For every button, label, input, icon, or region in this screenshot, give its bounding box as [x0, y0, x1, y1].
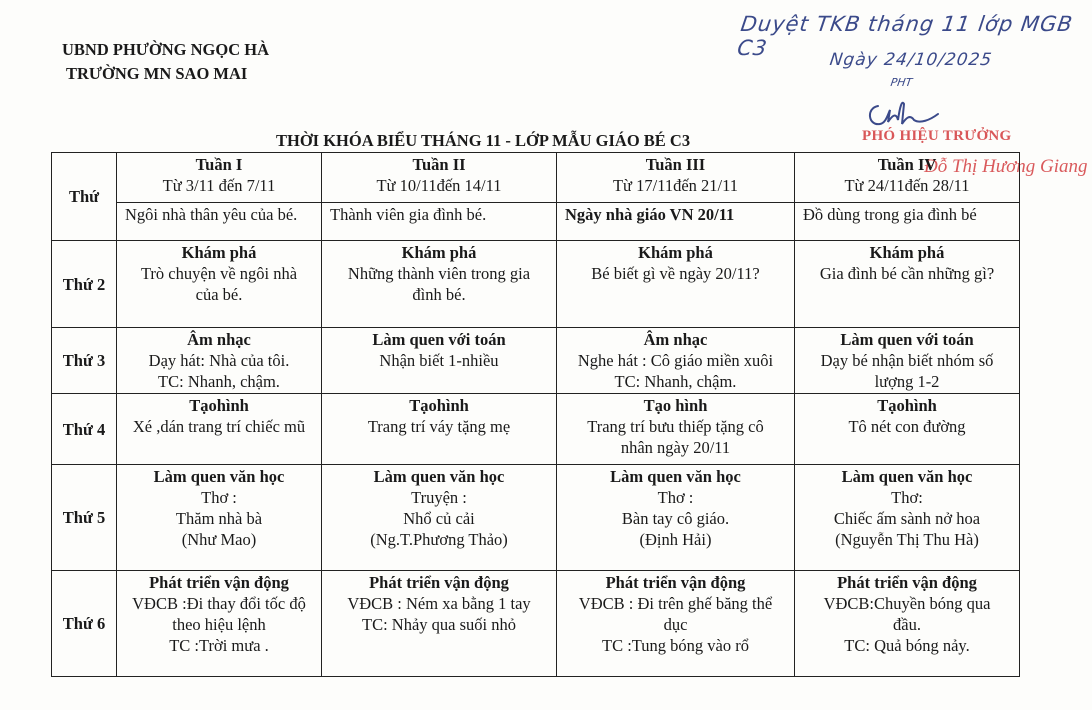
- activity-subject: Phát triển vận động: [837, 573, 977, 592]
- week-header-4: [795, 153, 1020, 203]
- week-header-2: [322, 153, 557, 203]
- activity-subject: Âm nhạc: [187, 330, 251, 349]
- activity-subject: Khám phá: [181, 243, 257, 262]
- activity-line: Thơ :: [657, 488, 694, 507]
- theme-text: Đồ dùng trong gia đình bé: [803, 205, 977, 224]
- week-name: Tuần IV: [877, 155, 937, 174]
- approval-date: Ngày 24/10/2025: [828, 50, 994, 70]
- activity-cell: [117, 241, 322, 328]
- activity-line: Những thành viên trong gia: [347, 264, 531, 283]
- day-label: Thứ 6: [62, 614, 106, 633]
- theme-row: [52, 203, 1020, 241]
- activity-cell: [117, 328, 322, 394]
- activity-cell: [117, 465, 322, 571]
- activity-subject: Làm quen với toán: [840, 330, 974, 349]
- day-label: Thứ 3: [62, 351, 106, 370]
- activity-line: TC :Tung bóng vào rổ: [602, 636, 749, 655]
- activity-subject: Âm nhạc: [643, 330, 708, 349]
- activity-subject: Làm quen văn học: [153, 467, 285, 486]
- org-line-1: UBND PHƯỜNG NGỌC HÀ: [62, 40, 270, 59]
- day-row: [52, 571, 1020, 677]
- theme-text: Thành viên gia đình bé.: [330, 205, 487, 224]
- activity-line: (Nguyễn Thị Thu Hà): [835, 530, 979, 549]
- week-range: Từ 3/11 đến 7/11: [162, 176, 276, 195]
- activity-line: Tô nét con đường: [848, 417, 966, 436]
- activity-line: Trang trí bưu thiếp tặng cô: [587, 417, 764, 436]
- activity-subject: Khám phá: [638, 243, 713, 262]
- activity-line: Chiếc ấm sành nở hoa: [833, 509, 981, 528]
- activity-cell: [795, 465, 1020, 571]
- week-range: Từ 17/11đến 21/11: [612, 176, 739, 195]
- activity-cell: [795, 241, 1020, 328]
- week-theme-4: [795, 203, 1020, 241]
- day-label: Thứ 2: [62, 274, 106, 294]
- activity-subject: Tạohình: [409, 396, 469, 415]
- activity-cell: [322, 394, 557, 465]
- activity-line: VĐCB :Đi thay đổi tốc độ: [132, 594, 306, 613]
- day-label: Thứ 4: [62, 419, 106, 439]
- activity-line: Bàn tay cô giáo.: [621, 509, 730, 528]
- activity-line: Trang trí váy tặng mẹ: [367, 417, 511, 436]
- stamp-title: PHÓ HIỆU TRƯỞNG: [862, 128, 1012, 144]
- week-theme-1: [117, 203, 322, 241]
- week-header-3: [557, 153, 795, 203]
- activity-line: Dạy bé nhận biết nhóm số: [820, 351, 994, 370]
- activity-cell: [557, 571, 795, 677]
- activity-line: của bé.: [195, 285, 243, 304]
- activity-subject: Phát triển vận động: [369, 573, 509, 592]
- week-name: Tuần II: [412, 155, 466, 174]
- org-line-2: TRƯỜNG MN SAO MAI: [66, 64, 248, 83]
- week-theme-2: [322, 203, 557, 241]
- page-title: THỜI KHÓA BIỂU THÁNG 11 - LỚP MẪU GIÁO BÉ C3: [276, 131, 691, 150]
- day-row: [52, 241, 1020, 328]
- activity-subject: Phát triển vận động: [149, 573, 289, 592]
- activity-subject: Tạo hình: [643, 396, 708, 415]
- activity-line: theo hiệu lệnh: [172, 615, 266, 634]
- activity-line: Truyện :: [411, 488, 467, 507]
- activity-subject: Làm quen văn học: [610, 467, 741, 486]
- activity-line: VĐCB : Đi trên ghế băng thể: [578, 594, 773, 613]
- activity-cell: [557, 465, 795, 571]
- activity-line: (Như Mao): [181, 530, 257, 549]
- week-theme-3: [557, 203, 795, 241]
- week-name: Tuần I: [195, 155, 243, 174]
- activity-line: Thăm nhà bà: [175, 509, 263, 528]
- activity-line: TC: Nhanh, chậm.: [158, 372, 280, 391]
- activity-line: đình bé.: [412, 285, 466, 304]
- week-range: Từ 10/11đến 14/11: [376, 176, 502, 195]
- activity-line: VĐCB : Ném xa bằng 1 tay: [347, 594, 531, 613]
- activity-subject: Làm quen văn học: [841, 467, 973, 486]
- activity-line: VĐCB:Chuyền bóng qua: [823, 594, 991, 613]
- week-header-row: [52, 153, 1020, 203]
- activity-line: Thơ :: [201, 488, 237, 507]
- activity-line: Nghe hát : Cô giáo miền xuôi: [577, 351, 774, 370]
- activity-line: TC :Trời mưa .: [169, 636, 269, 655]
- activity-subject: Tạohình: [189, 396, 249, 415]
- activity-subject: Phát triển vận động: [605, 573, 746, 592]
- activity-line: lượng 1-2: [874, 372, 940, 391]
- activity-cell: [795, 571, 1020, 677]
- activity-line: dục: [663, 615, 688, 634]
- stamp-signer-name: Đỗ Thị Hương Giang: [924, 156, 1088, 177]
- day-label: Thứ 5: [62, 508, 106, 527]
- day-row: [52, 465, 1020, 571]
- corner-cell: [52, 153, 117, 241]
- activity-cell: [795, 394, 1020, 465]
- activity-subject: Làm quen văn học: [373, 467, 505, 486]
- activity-line: (Ng.T.Phương Thảo): [370, 530, 508, 549]
- activity-line: (Định Hải): [639, 530, 712, 549]
- activity-subject: Tạohình: [877, 396, 937, 415]
- timetable-body: [52, 153, 1020, 677]
- day-label-cell: [52, 241, 117, 328]
- school-header: [62, 38, 269, 86]
- activity-cell: [557, 394, 795, 465]
- activity-line: TC: Nhảy qua suối nhỏ: [362, 615, 516, 634]
- day-row: [52, 394, 1020, 465]
- activity-cell: [322, 571, 557, 677]
- week-range: Từ 24/11đến 28/11: [844, 176, 970, 195]
- activity-cell: [322, 465, 557, 571]
- activity-line: TC: Nhanh, chậm.: [614, 372, 737, 391]
- theme-text: Ngày nhà giáo VN 20/11: [565, 205, 735, 224]
- activity-cell: [557, 328, 795, 394]
- activity-line: Gia đình bé cần những gì?: [819, 264, 995, 283]
- theme-text: Ngôi nhà thân yêu của bé.: [125, 205, 298, 224]
- activity-line: Trò chuyện về ngôi nhà: [140, 264, 298, 283]
- activity-line: Nhổ củ cải: [403, 509, 475, 528]
- day-row: [52, 328, 1020, 394]
- activity-line: Xé ,dán trang trí chiếc mũ: [132, 417, 306, 436]
- activity-line: Thơ:: [891, 488, 923, 507]
- activity-cell: [322, 241, 557, 328]
- day-label-cell: [52, 394, 117, 465]
- activity-line: Dạy hát: Nhà của tôi.: [148, 351, 290, 370]
- activity-cell: [557, 241, 795, 328]
- week-name: Tuần III: [645, 155, 706, 174]
- activity-cell: [322, 328, 557, 394]
- approval-role: PHT: [889, 76, 914, 89]
- activity-cell: [117, 571, 322, 677]
- week-header-1: [117, 153, 322, 203]
- activity-line: nhân ngày 20/11: [620, 438, 731, 457]
- activity-line: Nhận biết 1-nhiều: [379, 351, 499, 370]
- activity-line: TC: Quả bóng nảy.: [844, 636, 970, 655]
- timetable: [51, 152, 1020, 677]
- activity-subject: Khám phá: [401, 243, 477, 262]
- day-label-cell: [52, 571, 117, 677]
- activity-subject: Làm quen với toán: [372, 330, 506, 349]
- activity-line: Bé biết gì về ngày 20/11?: [591, 264, 760, 283]
- day-label-cell: [52, 328, 117, 394]
- approval-line-1: Duyệt TKB tháng 11 lớp MGB C3: [735, 12, 1075, 60]
- day-label-cell: [52, 465, 117, 571]
- activity-line: đầu.: [893, 615, 921, 634]
- activity-cell: [117, 394, 322, 465]
- activity-subject: Khám phá: [869, 243, 945, 262]
- activity-cell: [795, 328, 1020, 394]
- corner-label: Thứ: [68, 187, 100, 206]
